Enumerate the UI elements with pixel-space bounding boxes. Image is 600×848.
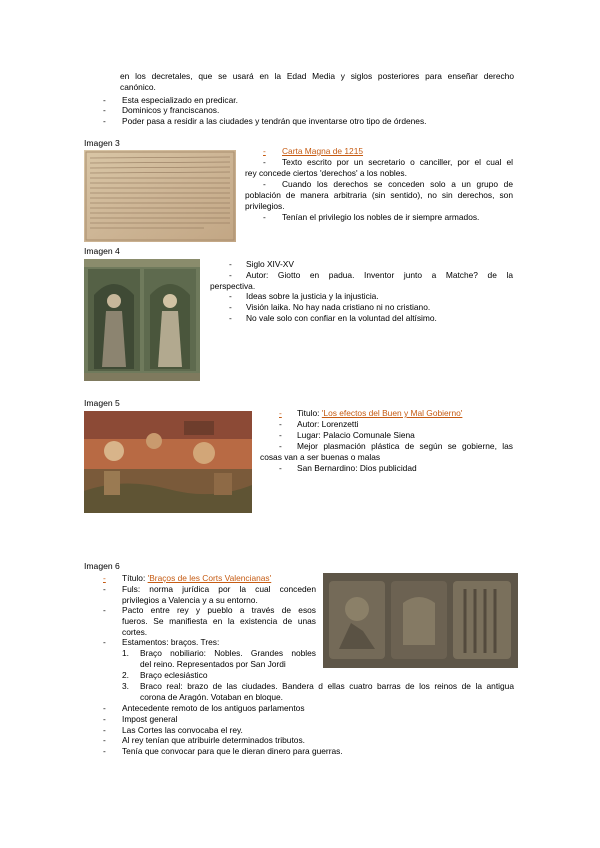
section-label: Imagen 6 <box>84 561 120 571</box>
bullet-dash: - <box>103 735 106 745</box>
text-line: del reino. Representados por San Jordi <box>140 659 286 669</box>
text-line: en los decretales, que se usará en la Edad Media y siglos posteriores para enseñar derecho <box>120 71 514 81</box>
section-label: Imagen 4 <box>84 246 120 256</box>
text-line: Pacto entre rey y pueblo a través de esos <box>122 605 316 615</box>
text-line: San Bernardino: Dios publicidad <box>297 463 417 473</box>
title-link[interactable]: 'Braços de les Corts Valencianas' <box>147 573 272 583</box>
text-line: Autor: Lorenzetti <box>297 419 359 429</box>
bullet-dash: - <box>229 270 232 280</box>
bullet-dash: - <box>103 116 106 126</box>
text-line: Braço eclesiástico <box>140 670 208 680</box>
bullet-text: Esta especializado en predicar. <box>122 95 238 105</box>
corts-relief-image <box>323 573 518 668</box>
text-line: perspectiva. <box>210 281 256 291</box>
section-label: Imagen 3 <box>84 138 120 148</box>
bullet-dash: - <box>229 259 232 269</box>
text-line: Cuando los derechos se conceden solo a un grupo de <box>282 179 513 189</box>
text-line: canónico. <box>120 82 156 92</box>
bullet-dash: - <box>263 157 266 167</box>
bullet-text: Poder pasa a residir a las ciudades y tendrán que inventarse otro tipo de órdenes. <box>122 116 427 126</box>
bullet-dash: - <box>229 313 232 323</box>
bullet-dash: - <box>103 714 106 724</box>
bullet-text: Dominicos y franciscanos. <box>122 105 220 115</box>
giotto-fresco-image <box>84 259 200 381</box>
bullet-dash: - <box>263 179 266 189</box>
bullet-dash: - <box>263 146 266 156</box>
text-line: rey concede ciertos 'derechos' a los nobles. <box>245 168 407 178</box>
bullet-dash: - <box>103 584 106 594</box>
text-line: Braco real: brazo de las ciudades. Bandera d ellas cuatro barras de los reinos de la antigua <box>140 681 514 691</box>
bullet-dash: - <box>103 573 106 583</box>
list-number: 3. <box>122 681 129 691</box>
text-line: privilegios. <box>245 201 285 211</box>
bullet-dash: - <box>103 605 106 615</box>
text-line: Fuls: norma jurídica por la cual conceden <box>122 584 316 594</box>
text-line: No vale solo con confiar en la voluntad del altísimo. <box>246 313 437 323</box>
title-line: Título: 'Braços de les Corts Valencianas' <box>122 573 272 583</box>
bullet-dash: - <box>103 637 106 647</box>
section-label: Imagen 5 <box>84 398 120 408</box>
buen-gobierno-fresco-image <box>84 411 252 513</box>
title-line: Titulo: 'Los efectos del Buen y Mal Gobierno' <box>297 408 463 418</box>
text-line: corona de Aragón. Votaban en bloque. <box>140 692 283 702</box>
bullet-dash: - <box>279 430 282 440</box>
text-line: cortes. <box>122 627 148 637</box>
bullet-dash: - <box>103 95 106 105</box>
text-line: población de manera arbitraria (sin sentido), no sin derechos, son <box>245 190 513 200</box>
title-link[interactable]: 'Los efectos del Buen y Mal Gobierno' <box>321 408 463 418</box>
bullet-dash: - <box>279 441 282 451</box>
bullet-dash: - <box>103 746 106 756</box>
bullet-dash: - <box>229 302 232 312</box>
text-line: Las Cortes las convocaba el rey. <box>122 725 243 735</box>
bullet-dash: - <box>103 105 106 115</box>
text-line: Tenían el privilegio los nobles de ir siempre armados. <box>282 212 480 222</box>
text-line: Ideas sobre la justicia y la injusticia. <box>246 291 379 301</box>
text-line: Visión laika. No hay nada cristiano ni no cristiano. <box>246 302 431 312</box>
text-line: Estamentos: braços. Tres: <box>122 637 220 647</box>
text-line: Texto escrito por un secretario o canciller, por el cual el <box>282 157 513 167</box>
text-line: Tenía que convocar para que le dieran dinero para guerras. <box>122 746 343 756</box>
text-line: Mejor plasmación plástica de según se gobierne, las <box>297 441 513 451</box>
bullet-dash: - <box>279 463 282 473</box>
magna-carta-image <box>84 150 236 242</box>
title-link[interactable]: Carta Magna de 1215 <box>282 146 364 156</box>
bullet-dash: - <box>279 408 282 418</box>
list-number: 2. <box>122 670 129 680</box>
bullet-dash: - <box>103 703 106 713</box>
text-line: Siglo XIV-XV <box>246 259 294 269</box>
text-line: fueros. Se manifiesta en la existencia de unas <box>122 616 316 626</box>
text-line: cosas van a ser buenas o malas <box>260 452 381 462</box>
text-line: Impost general <box>122 714 178 724</box>
text-line: Autor: Giotto en padua. Inventor junto a Matche? de la <box>246 270 513 280</box>
bullet-dash: - <box>279 419 282 429</box>
list-number: 1. <box>122 648 129 658</box>
text-line: Braço nobiliario: Nobles. Grandes nobles <box>140 648 316 658</box>
bullet-dash: - <box>229 291 232 301</box>
text-line: Antecedente remoto de los antiguos parlamentos <box>122 703 305 713</box>
text-line: privilegios a Valencia y a su entorno. <box>122 595 258 605</box>
bullet-dash: - <box>103 725 106 735</box>
text-line: Lugar: Palacio Comunale Siena <box>297 430 415 440</box>
bullet-dash: - <box>263 212 266 222</box>
text-line: Al rey tenían que atribuirle determinados tributos. <box>122 735 305 745</box>
